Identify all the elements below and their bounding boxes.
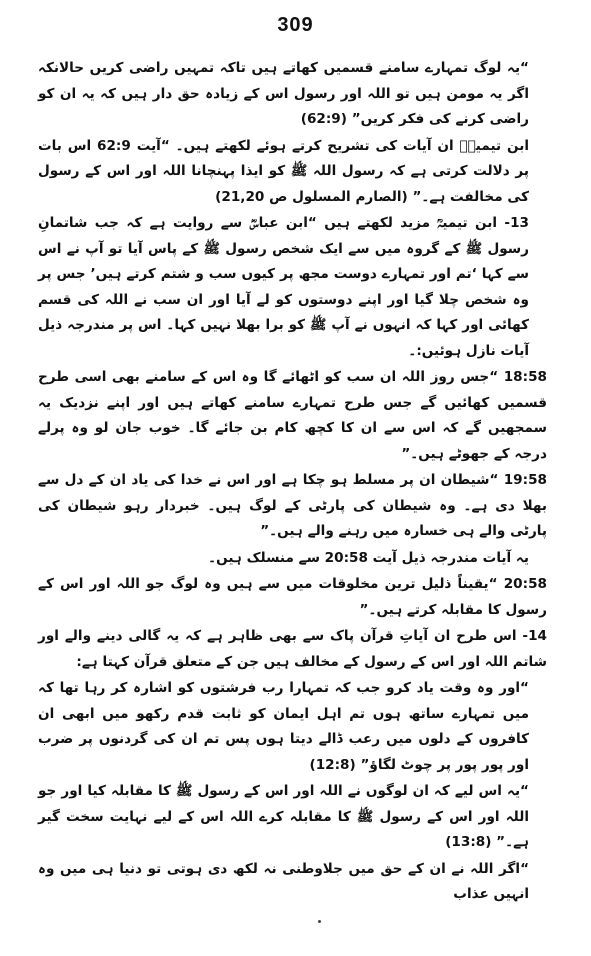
scan-speck bbox=[318, 920, 321, 923]
paragraph-quote-12-8: “اور وہ وقت یاد کرو جب کہ تمہارا رب فرشتوں کو اشارہ کر رہا تھا کہ میں تمہارے ساتھ ہوں تم اہل ایمان کو ثابت قدم رکھو میں ابھی ان کافروں کے دلوں میں رعب ڈالے دیتا ہوں پس تم ان کی گردنوں پر ضرب اور پور پور پر چوٹ لگاؤ” (12:8) bbox=[38, 680, 529, 773]
body-text bbox=[38, 56, 547, 909]
paragraph-continued: “اگر اللہ نے ان کے حق میں جلاوطنی نہ لکھ دی ہوتی تو دنیا ہی میں وہ انہیں عذاب bbox=[38, 860, 529, 902]
paragraph-quote-62-9: “یہ لوگ تمہارے سامنے قسمیں کھاتے ہیں تاکہ تمہیں راضی کریں حالانکہ اگر یہ مومن ہیں تو اللہ اور رسول اس کے زیادہ حق دار ہیں کہ یہ ان کو راضی کرنے کی فکر کریں” (62:9) bbox=[38, 60, 529, 127]
paragraph-linked-verses: یہ آیات مندرجہ ذیل آیت 20:58 سے منسلک ہیں۔ bbox=[208, 549, 529, 566]
paragraph-ibn-taymiyyah-commentary: ابن تیمیہؒ ان آیات کی تشریح کرتے ہوئے لکھتے ہیں۔ “آیت 62:9 اس بات پر دلالت کرتی ہے کہ رسول اللہ ﷺ کو ایذا پہنچانا اللہ اور اس کے رسول کی مخالفت ہے۔” (الصارم المسلول ص 21,20) bbox=[38, 137, 529, 205]
paragraph-13: 13- ابن تیمیہؒ مزید لکھتے ہیں “ابن عباسؓ سے روایت ہے کہ جب شاتمانِ رسول ﷺ کے گروہ میں سے ایک شخص رسول ﷺ کے پاس آیا تو آپ نے اس سے کہا ‘تم اور تمہارے دوست مجھ پر کیوں سب و شتم کرتے ہیں’ جس پر وہ شخص چلا گیا اور اپنے دوستوں کو لے آیا اور ان سب نے اللہ کی قسم کھائی اور کہا کہ انہوں نے آپ ﷺ کو برا بھلا نہیں کہا۔ اس پر مندرجہ ذیل آیات نازل ہوئیں:۔ bbox=[38, 215, 529, 359]
paragraph-verse-19-58: 19:58 “شیطان ان پر مسلط ہو چکا ہے اور اس نے خدا کی یاد ان کے دل سے بھلا دی ہے۔ وہ شیطان کی پارٹی کے لوگ ہیں۔ خبردار رہو شیطان کی پارٹی والے ہی خسارہ میں رہنے والے ہیں۔” bbox=[38, 472, 547, 539]
paragraph-verse-20-58: 20:58 “یقیناً ذلیل ترین مخلوقات میں سے ہیں وہ لوگ جو اللہ اور اس کے رسول کا مقابلہ کرتے ہیں۔” bbox=[38, 576, 547, 618]
paragraph-quote-13-8: “یہ اس لیے کہ ان لوگوں نے اللہ اور اس کے رسول ﷺ کا مقابلہ کیا اور جو اللہ اور اس کے رسول ﷺ کا مقابلہ کرے اللہ اس کے لیے نہایت سخت گیر ہے۔” (13:8) bbox=[38, 783, 529, 850]
paragraph-14: 14- اس طرح ان آیاتِ قرآن پاک سے بھی ظاہر ہے کہ یہ گالی دینے والے اور شاتم اللہ اور اس کے رسول کے مخالف ہیں جن کے متعلق قرآن کہتا ہے: bbox=[38, 628, 547, 670]
page-number: 309 bbox=[277, 14, 314, 36]
paragraph-verse-18-58: 18:58 “جس روز اللہ ان سب کو اٹھائے گا وہ اس کے سامنے بھی اسی طرح قسمیں کھائیں گے جس طرح تمہارے سامنے کھاتے ہیں اور اپنے نزدیک یہ سمجھیں گے کہ اس سے ان کا کچھ کام بن جائے گا۔ خوب جان لو وہ پرلے درجہ کے جھوٹے ہیں۔” bbox=[38, 369, 547, 462]
